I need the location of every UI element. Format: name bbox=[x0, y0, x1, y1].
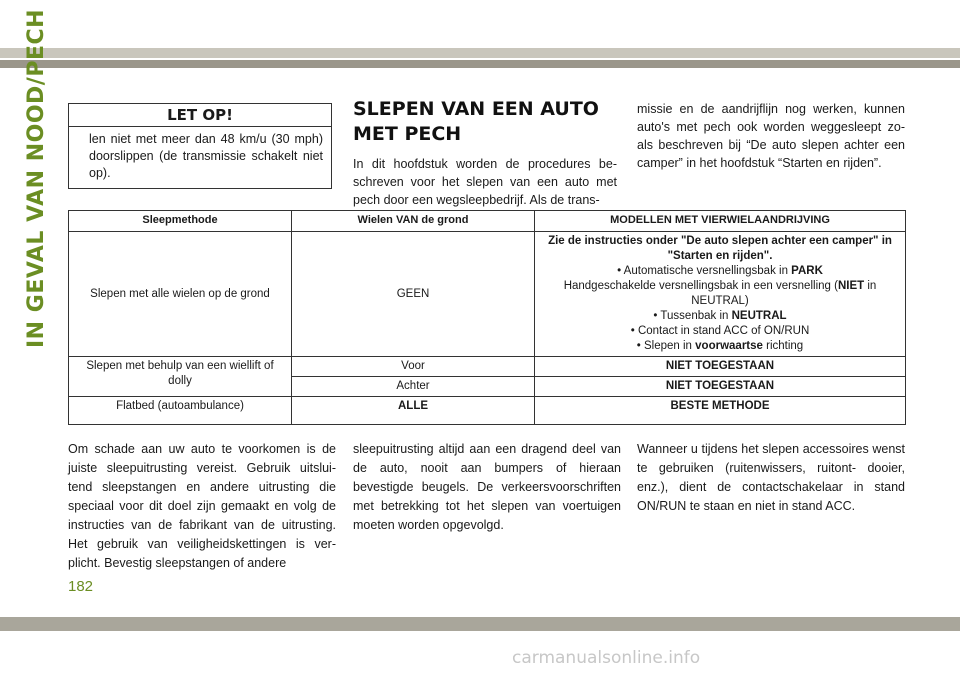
header-wheels: Wielen VAN de grond bbox=[292, 211, 535, 232]
warning-text: len niet met meer dan 48 km/u (30 mph) doorslippen (de transmissie schakelt niet op). bbox=[89, 132, 323, 180]
warning-title: LET OP! bbox=[69, 104, 331, 127]
row3-value: BESTE METHODE bbox=[535, 397, 906, 425]
header-method: Sleepmethode bbox=[69, 211, 292, 232]
heading-line-1: SLEPEN VAN EEN AUTO bbox=[353, 98, 599, 120]
table-row bbox=[69, 232, 906, 357]
row1-bullet-5 bbox=[539, 339, 901, 354]
intro-paragraph-col2: In dit hoofdstuk worden de procedures be- schreven voor het slepen van een auto met pech door een wegsleepbedrijf. Als de trans- bbox=[353, 157, 617, 207]
bullet-2-post: in NEUTRAL) bbox=[691, 280, 877, 307]
footer-area bbox=[0, 631, 960, 678]
row2-rear-value: NIET TOEGESTAAN bbox=[535, 377, 906, 397]
chapter-side-title: IN GEVAL VAN NOOD/PECH bbox=[24, 8, 49, 348]
heading-line-2: MET PECH bbox=[353, 123, 462, 145]
row1-bullet-4: • Contact in stand ACC of ON/RUN bbox=[630, 325, 810, 337]
row3-method: Flatbed (autoambulance) bbox=[69, 397, 292, 425]
body-paragraph-col2: sleepuitrusting altijd aan een dragend deel van de auto, nooit aan bumpers of hieraan bevestigde beugels. De verkeersvoorschriften met betrekking tot het slepen van voertuigen moeten worden opgevolgd. bbox=[353, 442, 621, 532]
row2-rear-label: Achter bbox=[292, 377, 535, 397]
table-row bbox=[69, 397, 906, 425]
row2-method: Slepen met behulp van een wiellift of dolly bbox=[69, 357, 292, 397]
intro-paragraph-col3: missie en de aandrijflijn nog werken, kunnen auto's met pech ook worden weggesleept zo- als beschreven bij “De auto slepen achter een camper” in het hoofdstuk “Starten en rijden”. bbox=[637, 102, 905, 170]
top-stripe bbox=[0, 48, 960, 58]
body-paragraph-col3: Wanneer u tijdens het slepen accessoires wenst te gebruiken (ruitenwissers, ruitont- dooier, enz.), dient de contactschakelaar in stand ON/RUN te staan en niet in stand ACC. bbox=[637, 442, 905, 513]
body-paragraph-col1: Om schade aan uw auto te voorkomen is de juiste sleepuitrusting vereist. Gebruik uitslui- tend sleepstangen en andere uitrusting die speciaal voor dit doel zijn gemaakt en volg de instructies van de fabrikant van de uitrusting. Het gebruik van veiligheidskettingen is ver- plicht. Bevestig sleepstangen of andere bbox=[68, 442, 336, 570]
section-heading bbox=[353, 97, 623, 147]
bullet-5-post: richting bbox=[762, 340, 804, 352]
bullet-2-bold: NIET bbox=[837, 280, 865, 292]
bullet-3-bold: NEUTRAL bbox=[731, 310, 787, 322]
page-number: 182 bbox=[68, 578, 94, 595]
bullet-1-bold: PARK bbox=[791, 265, 823, 277]
bullet-5-bold: voorwaartse bbox=[695, 340, 763, 352]
table-header-row bbox=[69, 211, 906, 232]
row1-wheels: GEEN bbox=[292, 232, 535, 357]
row2-front-label: Voor bbox=[292, 357, 535, 377]
bullet-3-text: • Tussenbak in bbox=[653, 310, 732, 322]
top-stripe-dark bbox=[0, 60, 960, 68]
row2-front-value: NIET TOEGESTAAN bbox=[535, 357, 906, 377]
towing-table bbox=[68, 210, 906, 425]
bullet-5-text: • Slepen in bbox=[636, 340, 696, 352]
row1-instructions bbox=[535, 232, 906, 357]
bullet-1-text: • Automatische versnellingsbak in bbox=[617, 265, 792, 277]
row1-bullet-2 bbox=[539, 279, 901, 309]
table-row bbox=[69, 357, 906, 377]
header-4wd: MODELLEN MET VIERWIELAANDRIJVING bbox=[535, 211, 906, 232]
row1-method: Slepen met alle wielen op de grond bbox=[69, 232, 292, 357]
row1-bullet-1 bbox=[539, 264, 901, 279]
row1-note-line1: Zie de instructies onder "De auto slepen achter een camper" in bbox=[548, 235, 892, 247]
row3-wheels: ALLE bbox=[292, 397, 535, 425]
top-band bbox=[0, 0, 960, 56]
warning-box bbox=[68, 103, 332, 189]
row1-bullet-3 bbox=[539, 309, 901, 324]
row1-note-line2: "Starten en rijden". bbox=[667, 250, 773, 262]
bullet-2-text: Handgeschakelde versnellingsbak in een versnelling ( bbox=[563, 280, 838, 292]
bottom-band bbox=[0, 617, 960, 631]
watermark: carmanualsonline.info bbox=[512, 648, 701, 668]
